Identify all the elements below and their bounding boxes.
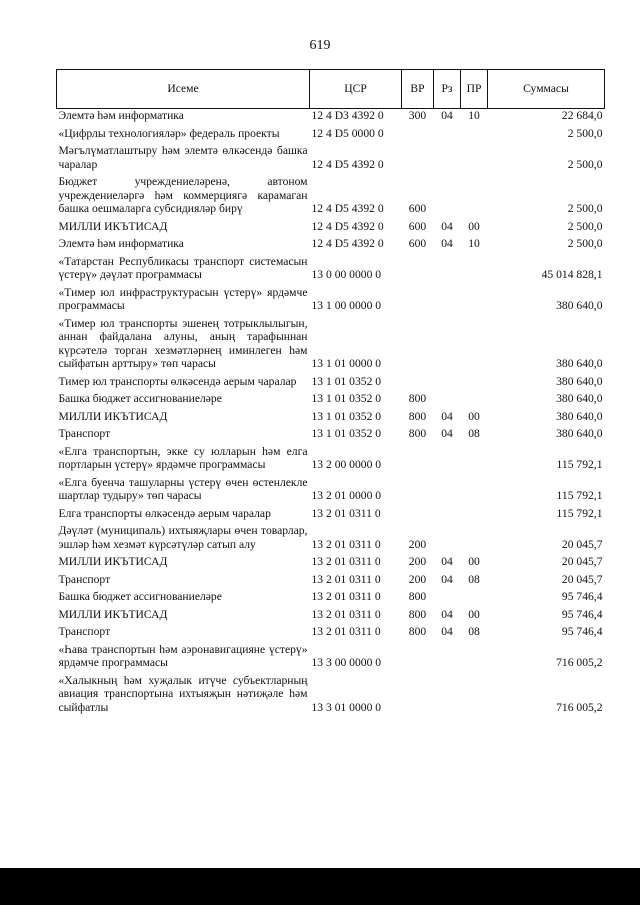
cell-sum: 115 792,1 xyxy=(556,506,603,520)
cell-pr: 10 xyxy=(468,109,480,122)
cell-rz: 04 xyxy=(441,607,453,621)
cell-rz xyxy=(434,144,461,171)
cell-sum: 380 640,0 xyxy=(556,374,603,388)
table-row xyxy=(57,237,605,251)
cell-rz xyxy=(434,524,461,551)
cell-name: МИЛЛИ ИКЪТИСАД xyxy=(58,409,168,423)
page-number: 619 xyxy=(309,38,331,53)
cell-csr: 13 2 01 0311 0 xyxy=(311,607,381,621)
cell-vr: 600 xyxy=(408,237,427,250)
cell-sum: 380 640,0 xyxy=(556,357,603,370)
cell-sum: 115 792,1 xyxy=(556,458,603,471)
cell-sum: 716 005,2 xyxy=(556,700,603,714)
cell-csr: 13 2 01 0311 0 xyxy=(311,590,381,603)
cell-name: Транспорт xyxy=(58,625,111,638)
cell-sum: 20 045,7 xyxy=(561,537,603,551)
cell-csr: 13 1 01 0000 0 xyxy=(311,357,382,370)
cell-csr: 13 3 00 0000 0 xyxy=(311,656,382,669)
cell-rz: 04 xyxy=(441,109,453,122)
cell-vr xyxy=(402,317,434,371)
cell-sum: 2 500,0 xyxy=(567,157,603,171)
cell-pr xyxy=(461,590,488,604)
table-row xyxy=(57,286,605,313)
cell-vr: 800 xyxy=(408,392,427,405)
cell-name: Транспорт xyxy=(58,427,111,440)
cell-csr: 13 2 01 0311 0 xyxy=(311,506,381,520)
cell-csr: 13 2 01 0311 0 xyxy=(311,572,381,586)
table-row xyxy=(57,392,605,406)
cell-pr: 00 xyxy=(468,555,480,568)
cell-name: МИЛЛИ ИКЪТИСАД xyxy=(58,607,168,621)
cell-sum: 95 746,4 xyxy=(561,607,603,621)
cell-sum: 2 500,0 xyxy=(567,126,603,140)
cell-csr: 12 4 D3 4392 0 xyxy=(311,109,384,122)
cell-vr: 600 xyxy=(408,202,427,215)
cell-pr xyxy=(461,643,488,670)
cell-sum: 95 746,4 xyxy=(561,625,603,638)
table-row xyxy=(57,590,605,604)
cell-sum: 115 792,1 xyxy=(556,489,603,502)
cell-name: «Татарстан Республикасы транспорт системасын үстерү» дәүләт программасы xyxy=(58,254,308,281)
cell-vr xyxy=(402,476,434,503)
table-row xyxy=(57,445,605,472)
cell-name: Бюджет учреждениеләренә, автоном учреждениеләргә һәм коммерциягә карамаган башка оешмаларга субсидияләр бирү xyxy=(58,175,308,215)
cell-pr xyxy=(461,317,488,371)
cell-rz xyxy=(434,175,461,216)
cell-rz xyxy=(434,255,461,282)
cell-vr xyxy=(402,127,434,141)
table-row xyxy=(57,144,605,171)
cell-pr xyxy=(461,445,488,472)
cell-pr xyxy=(461,144,488,171)
cell-sum: 2 500,0 xyxy=(567,202,603,215)
cell-vr: 200 xyxy=(408,572,427,586)
header-sum: Суммасы xyxy=(488,70,605,109)
table-row xyxy=(57,608,605,622)
cell-name: МИЛЛИ ИКЪТИСАД xyxy=(58,555,168,568)
cell-sum: 20 045,7 xyxy=(561,555,603,568)
cell-pr xyxy=(461,392,488,406)
cell-sum: 380 640,0 xyxy=(556,299,603,312)
table-row xyxy=(57,643,605,670)
cell-pr: 00 xyxy=(468,607,480,621)
cell-name: «Цифрлы технологияләр» федераль проекты xyxy=(58,126,280,140)
cell-rz xyxy=(434,392,461,406)
cell-rz xyxy=(434,507,461,521)
cell-csr: 13 2 00 0000 0 xyxy=(311,458,382,471)
table-row xyxy=(57,317,605,371)
cell-sum: 95 746,4 xyxy=(561,590,603,603)
cell-rz: 04 xyxy=(441,237,453,250)
cell-vr: 200 xyxy=(408,537,427,551)
cell-csr: 12 4 D5 4392 0 xyxy=(311,157,384,171)
cell-vr: 800 xyxy=(408,409,427,423)
cell-pr: 10 xyxy=(468,237,480,250)
scan-border-bar xyxy=(0,868,640,905)
cell-pr: 08 xyxy=(468,572,480,586)
table-body xyxy=(57,109,605,715)
table-row xyxy=(57,127,605,141)
cell-name: «Халыкның һәм хуҗалык итүче субъектларның авиация транспортына ихтыяҗын нәтиҗәле һәм сыйфатлы xyxy=(58,673,308,714)
cell-name: Башка бюджет ассигнованиеләре xyxy=(58,392,222,405)
table-row xyxy=(57,507,605,521)
cell-rz: 04 xyxy=(441,409,453,423)
cell-csr: 13 2 01 0000 0 xyxy=(311,489,382,502)
cell-rz xyxy=(434,317,461,371)
cell-name: Элемтә һәм информатика xyxy=(58,237,184,250)
header-vr: ВР xyxy=(402,70,434,109)
cell-vr: 800 xyxy=(408,427,427,440)
cell-vr xyxy=(402,286,434,313)
cell-rz xyxy=(434,674,461,715)
cell-pr xyxy=(461,507,488,521)
cell-csr: 13 1 01 0352 0 xyxy=(311,392,382,405)
cell-sum: 2 500,0 xyxy=(567,237,603,250)
cell-pr xyxy=(461,375,488,389)
cell-pr: 08 xyxy=(468,427,480,440)
cell-pr xyxy=(461,476,488,503)
cell-sum: 716 005,2 xyxy=(556,656,603,669)
cell-name: Елга транспорты өлкәсендә аерым чаралар xyxy=(58,506,271,520)
cell-pr: 00 xyxy=(468,409,480,423)
header-pr: ПР xyxy=(461,70,488,109)
cell-sum: 380 640,0 xyxy=(556,392,603,405)
table-row xyxy=(57,255,605,282)
cell-name: «Һава транспортын һәм аэронавигацияне үстерү» ярдәмче программасы xyxy=(58,642,308,669)
cell-sum: 380 640,0 xyxy=(556,427,603,440)
cell-sum: 45 014 828,1 xyxy=(541,268,603,281)
cell-pr xyxy=(461,255,488,282)
cell-rz: 04 xyxy=(441,427,453,440)
cell-csr: 13 2 01 0311 0 xyxy=(311,555,381,568)
cell-name: «Елга транспортын, экке су юлларын һәм елга портларын үстерү» ярдәмче программасы xyxy=(58,444,308,471)
cell-vr: 600 xyxy=(408,219,427,233)
header-rz: Рз xyxy=(434,70,461,109)
table-row xyxy=(57,674,605,715)
header-name: Исеме xyxy=(57,70,310,109)
table-header-row xyxy=(57,70,605,109)
table-row xyxy=(57,524,605,551)
cell-vr: 200 xyxy=(408,555,427,568)
cell-sum: 20 045,7 xyxy=(561,572,603,586)
header-csr: ЦСР xyxy=(310,70,402,109)
cell-pr xyxy=(461,524,488,551)
cell-vr xyxy=(402,445,434,472)
cell-name: «Тимер юл инфраструктурасын үстерү» ярдәмче программасы xyxy=(58,285,308,312)
table-row xyxy=(57,410,605,424)
cell-name: МИЛЛИ ИКЪТИСАД xyxy=(58,219,168,233)
table-row xyxy=(57,555,605,569)
cell-csr: 13 0 00 0000 0 xyxy=(311,268,382,281)
cell-rz xyxy=(434,286,461,313)
cell-name: Элемтә һәм информатика xyxy=(58,109,184,122)
table-row xyxy=(57,427,605,441)
cell-vr xyxy=(402,255,434,282)
cell-pr xyxy=(461,175,488,216)
table-row xyxy=(57,476,605,503)
table-row xyxy=(57,220,605,234)
cell-csr: 13 1 01 0352 0 xyxy=(311,374,382,388)
cell-vr xyxy=(402,674,434,715)
cell-rz: 04 xyxy=(441,625,453,638)
cell-name: Мәгълүматлаштыру һәм элемтә өлкәсендә башка чаралар xyxy=(58,144,308,171)
table-row xyxy=(57,109,605,123)
cell-vr xyxy=(402,507,434,521)
cell-sum: 380 640,0 xyxy=(556,409,603,423)
cell-rz xyxy=(434,643,461,670)
cell-rz xyxy=(434,476,461,503)
cell-csr: 12 4 D5 4392 0 xyxy=(311,202,384,215)
table-row xyxy=(57,625,605,639)
cell-rz xyxy=(434,375,461,389)
cell-rz: 04 xyxy=(441,572,453,586)
cell-vr: 300 xyxy=(408,109,427,122)
table-row xyxy=(57,375,605,389)
cell-pr xyxy=(461,674,488,715)
cell-name: Тимер юл транспорты өлкәсендә аерым чаралар xyxy=(58,374,297,388)
cell-name: «Тимер юл транспорты эшенең тотрыклылыгын, аннан файдалана алуны, аның тарафыннан күрсәтелә торган хезмәтләрнең иминлеген һәм сыйфатын арттыру» төп чарасы xyxy=(58,316,308,370)
cell-vr xyxy=(402,144,434,171)
cell-pr: 00 xyxy=(468,219,480,233)
cell-csr: 12 4 D5 0000 0 xyxy=(311,126,384,140)
cell-name: «Елга буенча ташуларны үстерү өчен өстенлекле шартлар тудыру» төп чарасы xyxy=(58,475,308,502)
cell-rz: 04 xyxy=(441,555,453,568)
cell-pr xyxy=(461,127,488,141)
cell-rz xyxy=(434,445,461,472)
cell-vr: 800 xyxy=(408,607,427,621)
table-row xyxy=(57,573,605,587)
cell-csr: 13 1 00 0000 0 xyxy=(311,299,382,312)
cell-name: Дәүләт (муниципаль) ихтыяҗлары өчен товарлар, эшләр һәм хезмәт күрсәтүләр сатып алу xyxy=(58,524,308,551)
table-row xyxy=(57,175,605,216)
cell-pr: 08 xyxy=(468,625,480,638)
cell-csr: 13 1 01 0352 0 xyxy=(311,409,382,423)
cell-sum: 2 500,0 xyxy=(567,219,603,233)
cell-csr: 12 4 D5 4392 0 xyxy=(311,219,384,233)
cell-vr: 800 xyxy=(408,625,427,638)
cell-name: Башка бюджет ассигнованиеләре xyxy=(58,590,222,603)
cell-vr xyxy=(402,643,434,670)
cell-name: Транспорт xyxy=(58,572,111,586)
cell-rz xyxy=(434,590,461,604)
cell-rz: 04 xyxy=(441,219,453,233)
cell-csr: 13 3 01 0000 0 xyxy=(311,700,382,714)
cell-rz xyxy=(434,127,461,141)
cell-pr xyxy=(461,286,488,313)
cell-sum: 22 684,0 xyxy=(561,109,603,122)
cell-csr: 13 2 01 0311 0 xyxy=(311,537,381,551)
cell-vr: 800 xyxy=(408,590,427,603)
cell-vr xyxy=(402,375,434,389)
cell-csr: 13 1 01 0352 0 xyxy=(311,427,382,440)
cell-csr: 12 4 D5 4392 0 xyxy=(311,237,384,250)
budget-table xyxy=(56,69,605,714)
cell-csr: 13 2 01 0311 0 xyxy=(311,625,381,638)
